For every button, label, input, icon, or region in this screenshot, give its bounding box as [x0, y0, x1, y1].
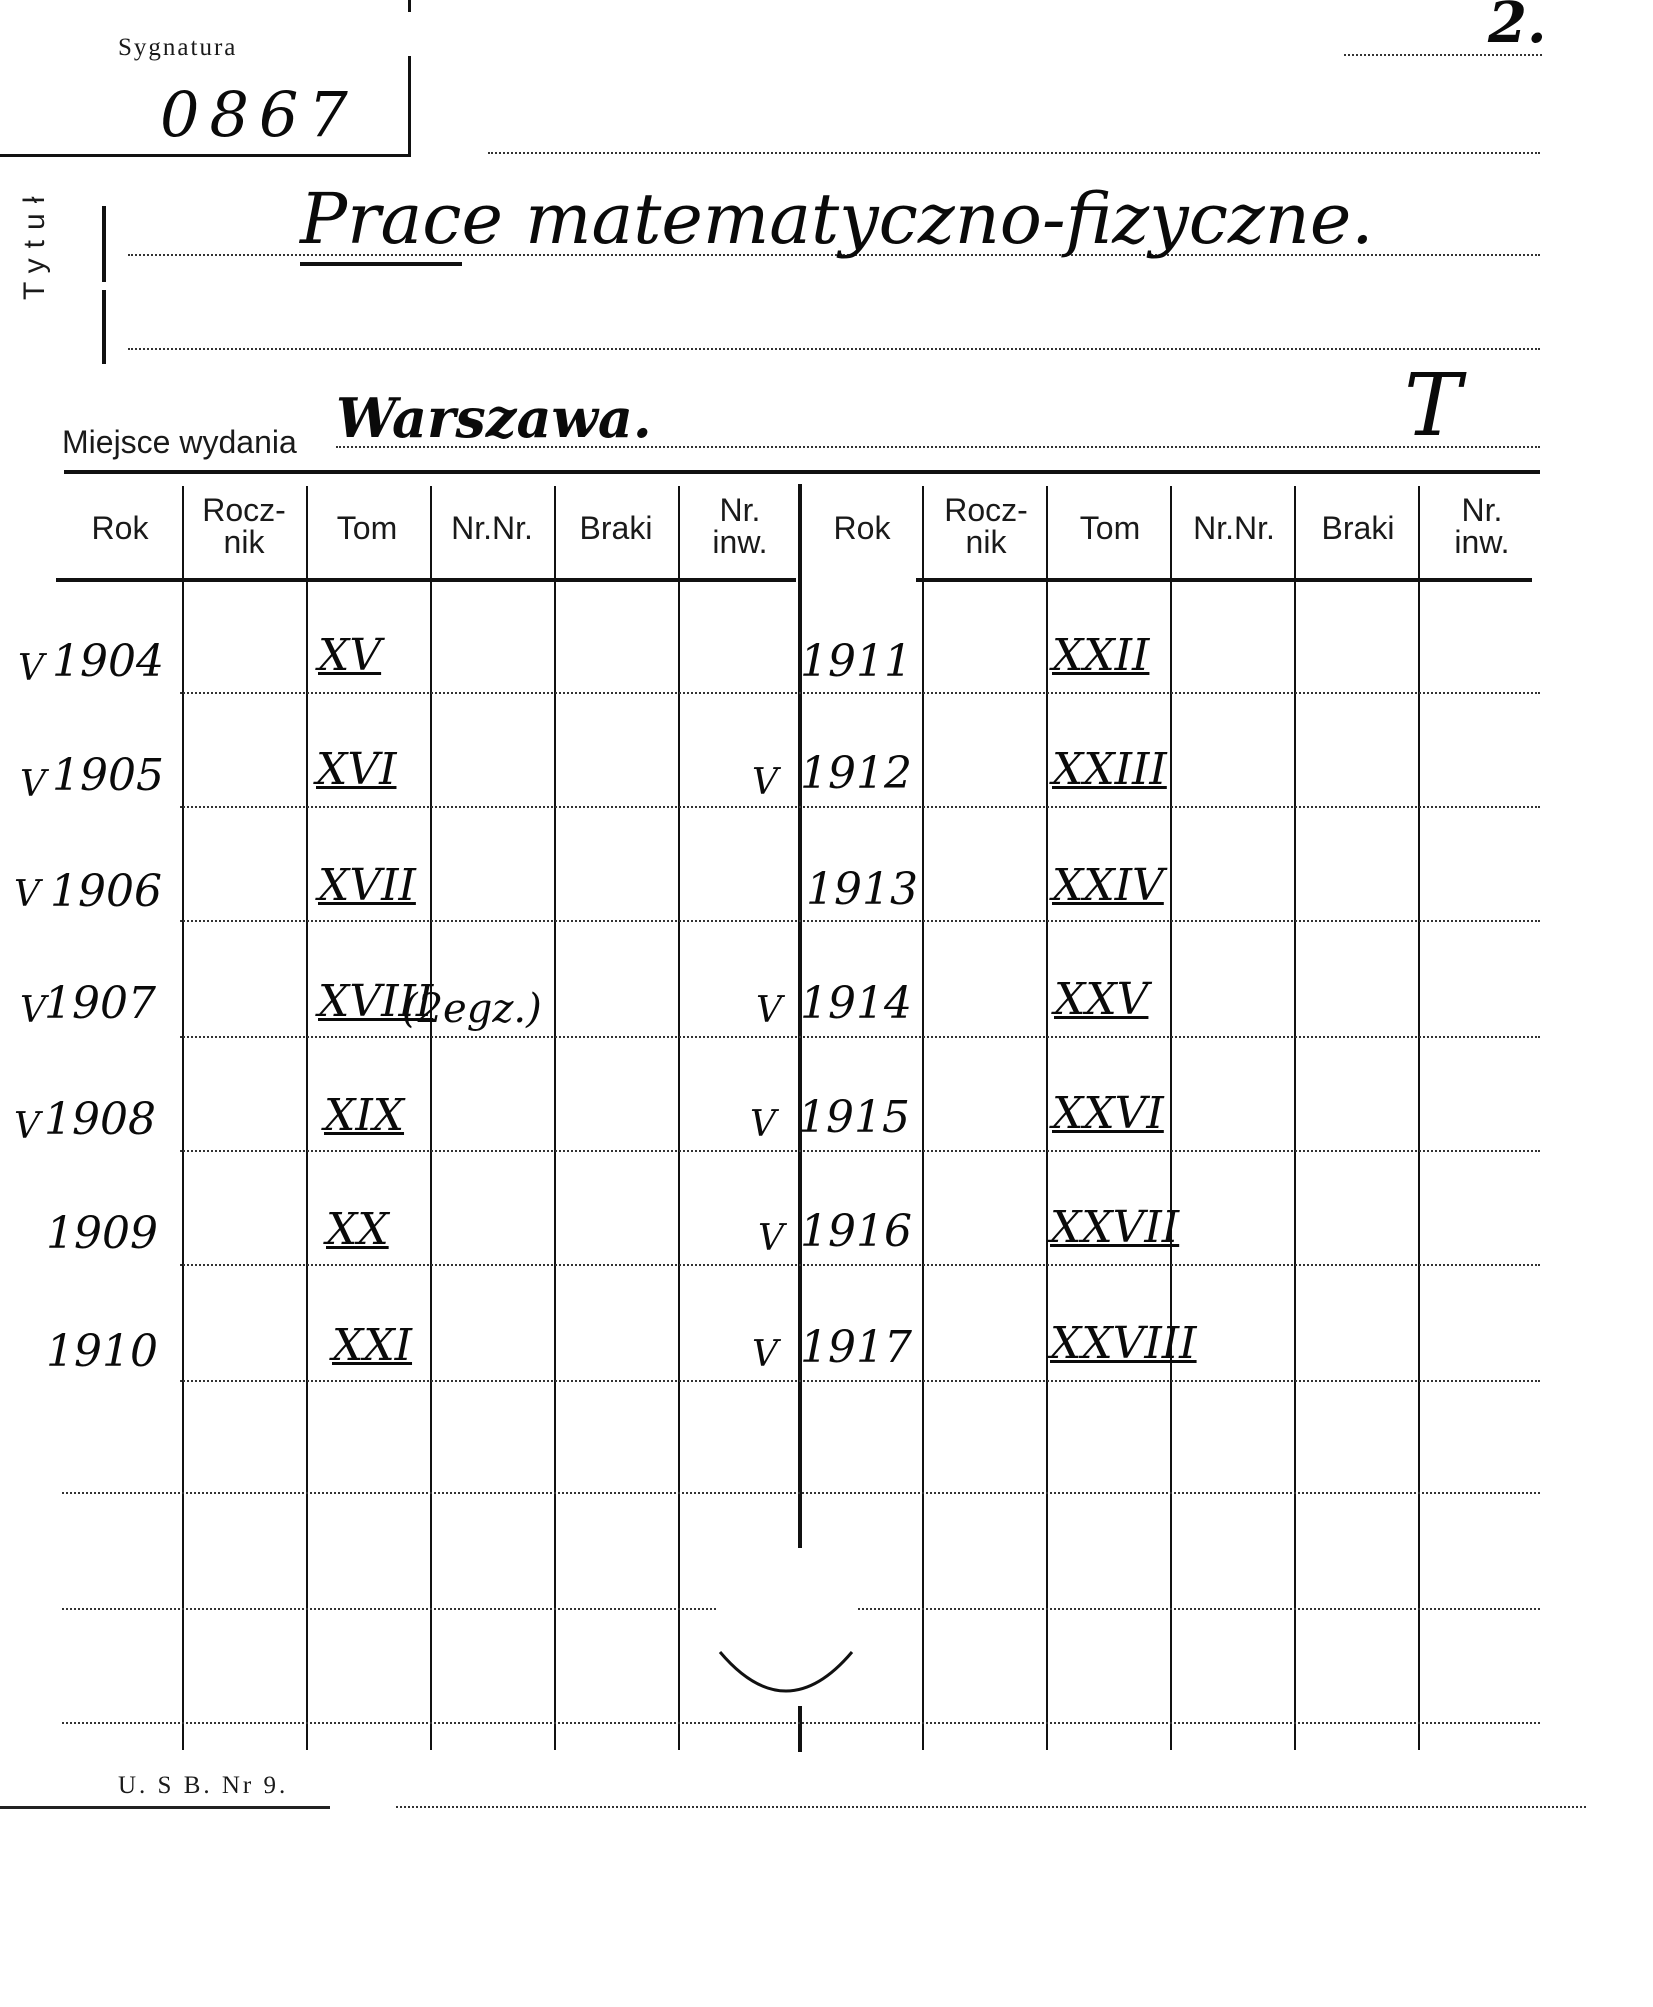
place-value: Warszawa. [336, 386, 652, 450]
col-line-4 [554, 486, 556, 1750]
row-line-3 [180, 920, 1540, 922]
initial-mark: T [1404, 356, 1462, 456]
top-dotted-line [488, 152, 1540, 154]
right-row-4-check: V [756, 990, 782, 1031]
col-header-nrinw-right: Nr. inw. [1454, 492, 1510, 560]
left-row-4-rok: 1907 [44, 978, 156, 1029]
right-row-1-tom: XXII [1052, 630, 1150, 681]
left-row-1-tom: XV [318, 630, 382, 681]
left-row-1-check: V [18, 648, 44, 689]
signature-value: 0867 [160, 78, 358, 151]
bottom-edge-line [0, 1806, 330, 1809]
row-line-1 [180, 692, 1540, 694]
col-line-8 [1046, 486, 1048, 1750]
header-bottom-rule-left [56, 578, 796, 582]
col-line-11 [1418, 486, 1420, 1750]
left-row-2-tom: XVI [316, 744, 397, 795]
left-row-3-tom: XVII [318, 860, 416, 911]
right-row-5-check: V [750, 1104, 776, 1145]
col-line-9 [1170, 486, 1172, 1750]
col-line-5 [678, 486, 680, 1750]
header-bottom-rule-right [916, 578, 1532, 582]
col-header-nrnr-right: Nr.Nr. [1193, 510, 1275, 546]
row-line-7 [180, 1380, 1540, 1382]
page-number-dotted-line [1344, 54, 1542, 56]
right-row-2-check: V [752, 762, 778, 803]
left-row-7-rok: 1910 [46, 1326, 158, 1377]
title-dotted-line-2 [128, 348, 1540, 350]
col-line-1 [182, 486, 184, 1750]
col-header-rocznik-left: Rocz- nik [202, 492, 286, 560]
bottom-edge-dotted [396, 1806, 1586, 1808]
left-row-4-tom: XVIII [318, 976, 434, 1027]
right-row-1-rok: 1911 [800, 636, 912, 687]
left-row-5-check: V [14, 1106, 40, 1147]
col-header-nrinw-left: Nr. inw. [712, 492, 768, 560]
right-row-5-tom: XXVI [1052, 1088, 1164, 1139]
col-header-tom-right: Tom [1079, 510, 1141, 546]
row-line-2 [180, 806, 1540, 808]
left-row-5-rok: 1908 [44, 1094, 156, 1145]
signature-box-top-mark [408, 0, 411, 12]
right-row-7-tom: XXVIII [1050, 1318, 1197, 1369]
title-underline [300, 262, 462, 266]
left-row-5-tom: XIX [324, 1090, 405, 1141]
col-line-10 [1294, 486, 1296, 1750]
right-row-5-rok: 1915 [798, 1092, 910, 1143]
left-row-6-tom: XX [326, 1204, 389, 1255]
left-row-3-check: V [14, 874, 40, 915]
right-row-4-tom: XXV [1054, 974, 1149, 1025]
right-row-2-tom: XXIII [1052, 744, 1167, 795]
right-row-6-check: V [758, 1218, 784, 1259]
right-row-3-rok: 1913 [806, 864, 918, 915]
col-header-rok-right: Rok [833, 510, 891, 546]
left-row-2-check: V [20, 764, 46, 805]
col-header-braki-right: Braki [1321, 510, 1395, 546]
col-line-3 [430, 486, 432, 1750]
right-row-2-rok: 1912 [800, 748, 912, 799]
row-line-4 [180, 1036, 1540, 1038]
col-line-7 [922, 486, 924, 1750]
table-top-rule [64, 470, 1540, 474]
signature-label: Sygnatura [118, 34, 238, 61]
col-header-rocznik-right: Rocz- nik [944, 492, 1028, 560]
page-number: 2. [1488, 0, 1547, 56]
place-label: Miejsce wydania [62, 424, 297, 460]
col-line-2 [306, 486, 308, 1750]
right-row-6-tom: XXVII [1050, 1202, 1180, 1253]
left-row-4-check: V [20, 990, 46, 1031]
col-header-nrnr-left: Nr.Nr. [451, 510, 533, 546]
col-header-braki-left: Braki [579, 510, 653, 546]
left-row-4-nrnr: (2egz.) [402, 986, 542, 1032]
right-row-6-rok: 1916 [800, 1206, 912, 1257]
title-bracket-2 [102, 290, 106, 364]
right-row-7-rok: 1917 [800, 1322, 912, 1373]
row-line-5 [180, 1150, 1540, 1152]
place-dotted-line [336, 446, 1540, 448]
signature-box-bottom-border [0, 154, 411, 157]
punch-hole-arc [716, 1640, 856, 1720]
left-row-7-tom: XXI [332, 1320, 413, 1371]
right-row-3-tom: XXIV [1052, 860, 1164, 911]
title-bracket-1 [102, 206, 106, 282]
right-row-4-rok: 1914 [800, 978, 912, 1029]
col-header-rok-left: Rok [91, 510, 149, 546]
row-line-6 [180, 1264, 1540, 1266]
row-line-8 [62, 1492, 1540, 1494]
row-line-10 [62, 1722, 1540, 1724]
right-row-7-check: V [752, 1334, 778, 1375]
col-header-tom-left: Tom [336, 510, 398, 546]
signature-box-right-border [408, 56, 411, 156]
title-side-label: Tytuł [18, 186, 51, 300]
left-row-3-rok: 1906 [50, 866, 162, 917]
left-row-6-rok: 1909 [46, 1208, 158, 1259]
form-number: U. S B. Nr 9. [118, 1772, 289, 1799]
left-row-1-rok: 1904 [52, 636, 164, 687]
left-row-2-rok: 1905 [52, 750, 164, 801]
title-value: Prace matematyczno-fizyczne. [300, 178, 1374, 260]
